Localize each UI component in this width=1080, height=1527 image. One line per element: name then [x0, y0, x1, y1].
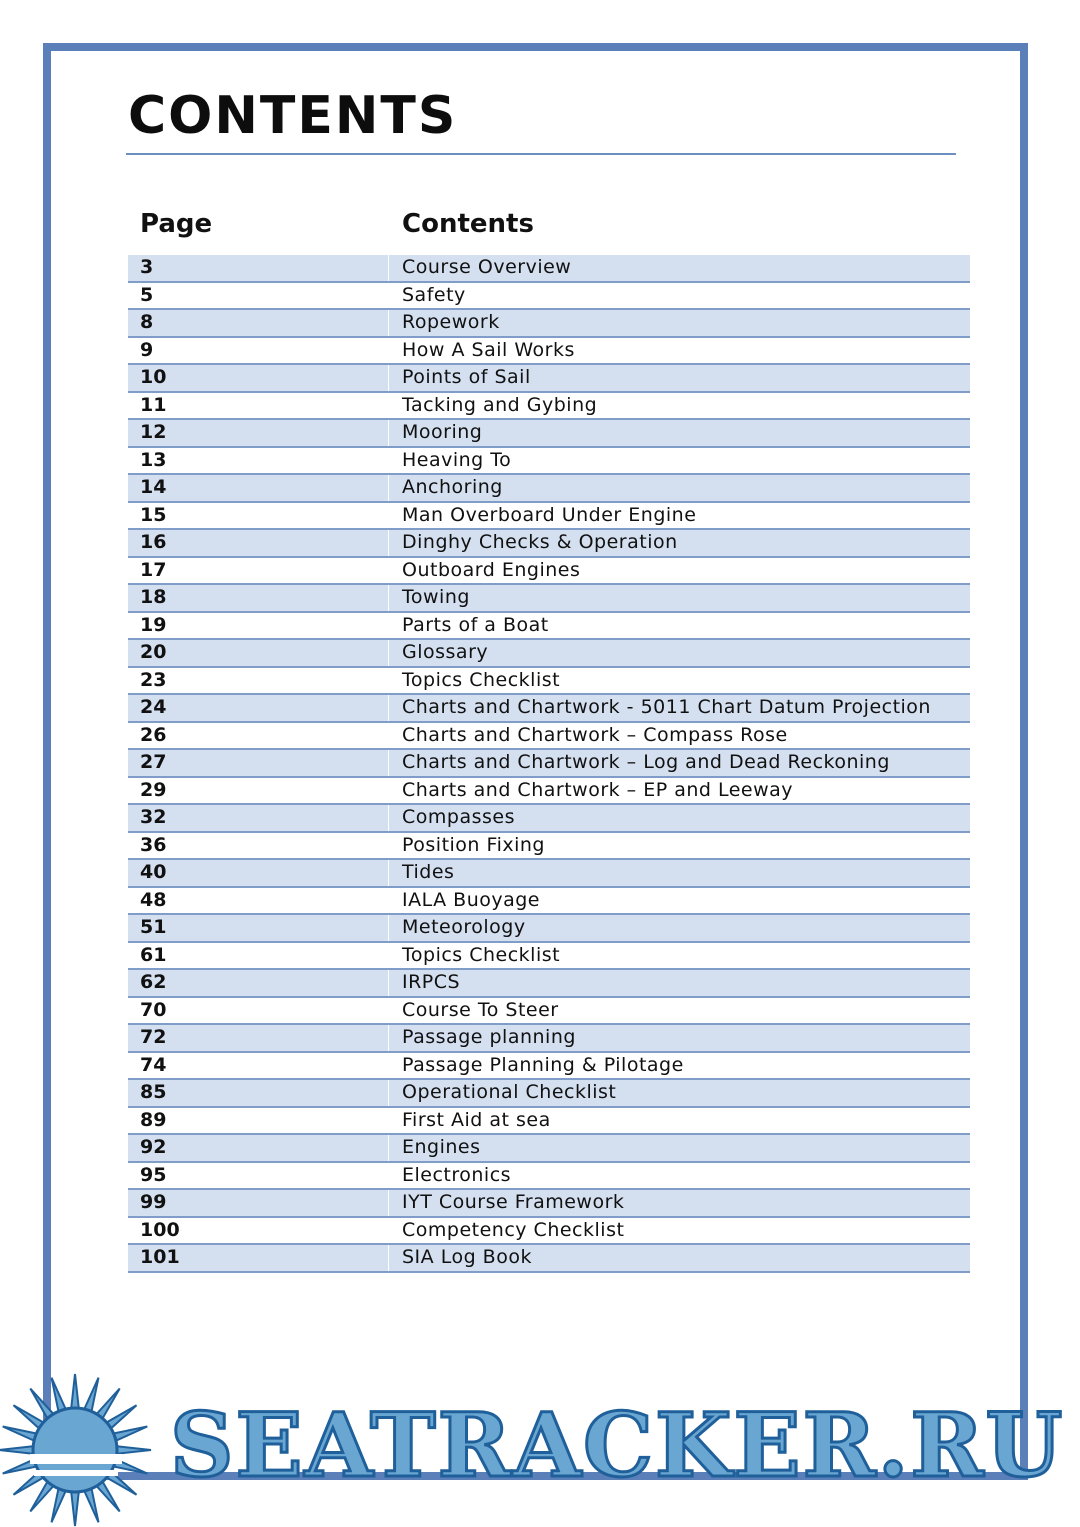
toc-entry-title: Charts and Chartwork – Compass Rose: [402, 723, 788, 746]
toc-page-number: 11: [140, 393, 167, 416]
toc-row: [128, 365, 970, 393]
toc-row: [128, 833, 970, 861]
toc-entry-title: Operational Checklist: [402, 1081, 617, 1104]
column-separator: [388, 1135, 389, 1161]
toc-row: [128, 1053, 970, 1081]
toc-row: [128, 695, 970, 723]
toc-page-number: 51: [140, 916, 167, 939]
toc-entry-title: Mooring: [402, 421, 483, 444]
sun-ray: [71, 1490, 79, 1526]
toc-page-number: 101: [140, 1246, 180, 1269]
toc-page-number: 23: [140, 668, 167, 691]
column-separator: [388, 888, 389, 914]
toc-row: [128, 970, 970, 998]
toc-table: [128, 255, 970, 1273]
sun-ray: [0, 1446, 35, 1454]
column-header-contents: Contents: [402, 209, 534, 239]
toc-row: [128, 420, 970, 448]
toc-entry-title: Competency Checklist: [402, 1218, 625, 1241]
sun-ray: [71, 1374, 79, 1410]
toc-entry-title: Passage Planning & Pilotage: [402, 1053, 684, 1076]
toc-row: [128, 805, 970, 833]
toc-page-number: 26: [140, 723, 167, 746]
toc-page-number: 27: [140, 751, 167, 774]
toc-entry-title: Tides: [402, 861, 455, 884]
toc-row: [128, 1190, 970, 1218]
toc-entry-title: Safety: [402, 283, 466, 306]
toc-row: [128, 283, 970, 311]
column-separator: [388, 833, 389, 859]
toc-row: [128, 530, 970, 558]
toc-page-number: 74: [140, 1053, 167, 1076]
toc-page-number: 89: [140, 1108, 167, 1131]
toc-page-number: 48: [140, 888, 167, 911]
toc-row: [128, 888, 970, 916]
toc-row: [128, 1025, 970, 1053]
column-separator: [388, 1218, 389, 1244]
toc-entry-title: Towing: [402, 586, 470, 609]
toc-row: [128, 255, 970, 283]
toc-row: [128, 338, 970, 366]
toc-page-number: 61: [140, 943, 167, 966]
column-separator: [388, 503, 389, 529]
toc-row: [128, 503, 970, 531]
toc-row: [128, 1108, 970, 1136]
toc-entry-title: IRPCS: [402, 971, 461, 994]
toc-page-number: 3: [140, 256, 154, 279]
toc-entry-title: Parts of a Boat: [402, 613, 549, 636]
toc-row: [128, 943, 970, 971]
toc-page-number: 17: [140, 558, 167, 581]
toc-entry-title: IYT Course Framework: [402, 1191, 625, 1214]
sun-icon: [0, 1370, 160, 1527]
column-separator: [388, 558, 389, 584]
watermark-text: SEATRACKER.RU: [170, 1393, 1065, 1497]
toc-entry-title: Glossary: [402, 641, 489, 664]
toc-page-number: 12: [140, 421, 167, 444]
toc-entry-title: Heaving To: [402, 448, 512, 471]
toc-entry-title: Tacking and Gybing: [402, 393, 598, 416]
toc-entry-title: Engines: [402, 1136, 481, 1159]
toc-page-number: 20: [140, 641, 167, 664]
column-separator: [388, 695, 389, 721]
toc-entry-title: Charts and Chartwork - 5011 Chart Datum Projection: [402, 696, 931, 719]
column-separator: [388, 310, 389, 336]
column-separator: [388, 723, 389, 749]
toc-row: [128, 558, 970, 586]
toc-row: [128, 998, 970, 1026]
toc-entry-title: First Aid at sea: [402, 1108, 551, 1131]
toc-page-number: 32: [140, 806, 167, 829]
toc-row: [128, 310, 970, 338]
toc-page-number: 92: [140, 1136, 167, 1159]
toc-entry-title: Compasses: [402, 806, 515, 829]
toc-entry-title: Course To Steer: [402, 998, 559, 1021]
toc-row: [128, 640, 970, 668]
column-separator: [388, 585, 389, 611]
toc-entry-title: Passage planning: [402, 1026, 576, 1049]
column-separator: [388, 475, 389, 501]
column-separator: [388, 365, 389, 391]
toc-row: [128, 1218, 970, 1246]
column-separator: [388, 943, 389, 969]
toc-entry-title: Dinghy Checks & Operation: [402, 531, 678, 554]
toc-row: [128, 915, 970, 943]
column-separator: [388, 750, 389, 776]
toc-page-number: 19: [140, 613, 167, 636]
toc-page-number: 18: [140, 586, 167, 609]
column-separator: [388, 970, 389, 996]
toc-entry-title: How A Sail Works: [402, 338, 575, 361]
toc-entry-title: Position Fixing: [402, 833, 545, 856]
toc-row: [128, 1135, 970, 1163]
toc-entry-title: IALA Buoyage: [402, 888, 540, 911]
toc-entry-title: Topics Checklist: [402, 668, 561, 691]
column-separator: [388, 1080, 389, 1106]
column-separator: [388, 668, 389, 694]
column-separator: [388, 283, 389, 309]
toc-page-number: 36: [140, 833, 167, 856]
toc-row: [128, 778, 970, 806]
toc-page-number: 16: [140, 531, 167, 554]
toc-page-number: 72: [140, 1026, 167, 1049]
toc-entry-title: Charts and Chartwork – EP and Leeway: [402, 778, 794, 801]
toc-row: [128, 668, 970, 696]
column-separator: [388, 338, 389, 364]
toc-page-number: 100: [140, 1218, 180, 1241]
toc-page-number: 95: [140, 1163, 167, 1186]
toc-page-number: 14: [140, 476, 167, 499]
toc-page-number: 70: [140, 998, 167, 1021]
column-separator: [388, 1025, 389, 1051]
toc-row: [128, 1080, 970, 1108]
toc-row: [128, 1245, 970, 1273]
toc-entry-title: Course Overview: [402, 256, 572, 279]
toc-page-number: 62: [140, 971, 167, 994]
toc-page-number: 85: [140, 1081, 167, 1104]
column-separator: [388, 255, 389, 281]
column-separator: [388, 613, 389, 639]
column-separator: [388, 998, 389, 1024]
toc-page-number: 13: [140, 448, 167, 471]
toc-entry-title: Ropework: [402, 311, 500, 334]
toc-page-number: 29: [140, 778, 167, 801]
column-separator: [388, 640, 389, 666]
column-separator: [388, 915, 389, 941]
column-separator: [388, 448, 389, 474]
page-title: CONTENTS: [128, 86, 458, 146]
toc-page-number: 10: [140, 366, 167, 389]
toc-row: [128, 723, 970, 751]
toc-row: [128, 475, 970, 503]
column-separator: [388, 1163, 389, 1189]
toc-page-number: 8: [140, 311, 154, 334]
toc-row: [128, 860, 970, 888]
toc-row: [128, 750, 970, 778]
toc-entry-title: Meteorology: [402, 916, 526, 939]
toc-row: [128, 448, 970, 476]
column-separator: [388, 778, 389, 804]
toc-row: [128, 1163, 970, 1191]
toc-entry-title: Outboard Engines: [402, 558, 581, 581]
toc-page-number: 9: [140, 338, 154, 361]
column-separator: [388, 393, 389, 419]
title-divider: [126, 153, 956, 155]
toc-row: [128, 613, 970, 641]
toc-entry-title: SIA Log Book: [402, 1246, 532, 1269]
toc-entry-title: Electronics: [402, 1163, 512, 1186]
toc-page-number: 40: [140, 861, 167, 884]
toc-row: [128, 585, 970, 613]
toc-entry-title: Man Overboard Under Engine: [402, 503, 697, 526]
column-separator: [388, 1053, 389, 1079]
column-separator: [388, 420, 389, 446]
column-separator: [388, 1108, 389, 1134]
column-separator: [388, 530, 389, 556]
column-separator: [388, 860, 389, 886]
column-separator: [388, 805, 389, 831]
column-header-page: Page: [140, 209, 213, 239]
toc-page-number: 24: [140, 696, 167, 719]
toc-entry-title: Topics Checklist: [402, 943, 561, 966]
column-separator: [388, 1245, 389, 1271]
toc-entry-title: Charts and Chartwork – Log and Dead Reckoning: [402, 751, 890, 774]
toc-entry-title: Anchoring: [402, 476, 503, 499]
toc-page-number: 5: [140, 283, 154, 306]
toc-page-number: 99: [140, 1191, 167, 1214]
toc-row: [128, 393, 970, 421]
toc-page-number: 15: [140, 503, 167, 526]
sun-ray: [115, 1446, 151, 1454]
toc-entry-title: Points of Sail: [402, 366, 531, 389]
column-separator: [388, 1190, 389, 1216]
